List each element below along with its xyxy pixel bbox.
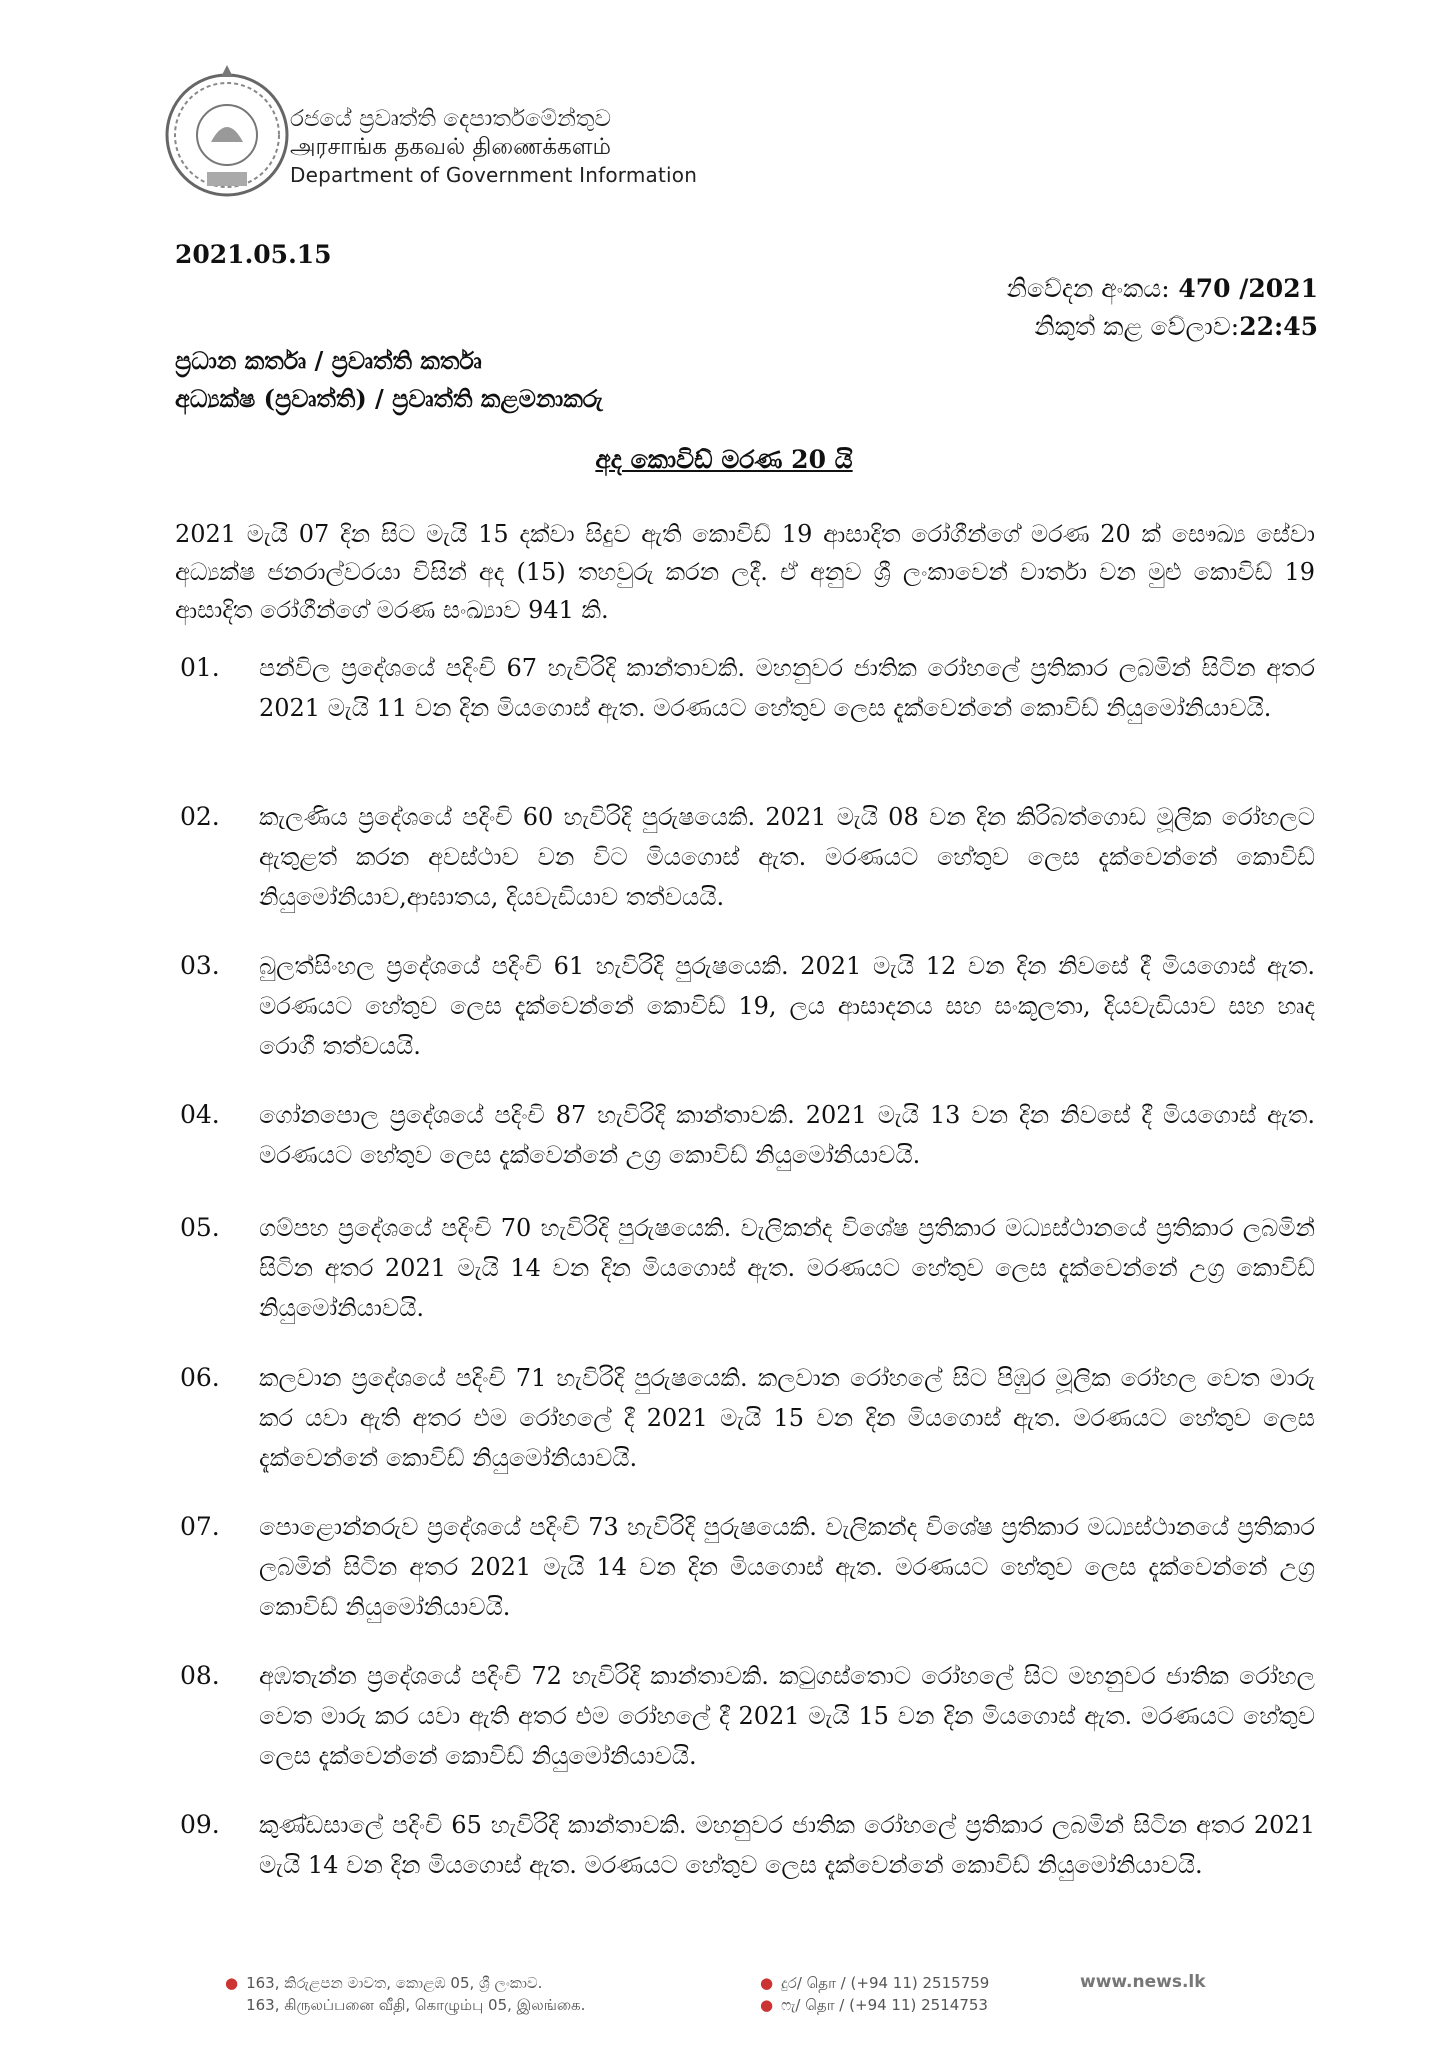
item-text: බුලත්සිංහල ප්‍රදේශයේ පදිංචි 61 හැවිරිදි පුරුෂයෙකි. 2021 මැයි 12 වන දින නිවසේ දී මියගොස් ඇත. මරණයට හේතුව ලෙස දැක්වෙන්නේ කොවිඩ් 19, ලය ආසාදනය සහ සංකූලතා, දියවැඩියාව සහ හෘද රොගී තත්වයයි. (259, 952, 1315, 1060)
item-number: 03. (180, 951, 220, 980)
item-number: 07. (180, 1512, 220, 1541)
item-number: 04. (180, 1100, 220, 1129)
footer-address (225, 1972, 585, 2016)
item-number: 01. (180, 653, 220, 682)
release-time-value: 22:45 (1239, 312, 1318, 341)
sri-lanka-emblem-icon (155, 60, 300, 205)
department-name-sinhala: රජයේ ප්‍රවෘත්ති දෙපාර්තමේන්තුව (290, 106, 611, 132)
footer-website-link[interactable]: www.news.lk (1080, 1972, 1206, 1992)
department-name-english: Department of Government Information (290, 163, 698, 187)
item-text: පන්විල ප්‍රදේශයේ පදිංචි 67 හැවිරිදි කාන්තාවකි. මහනුවර ජාතික රෝහලේ ප්‍රතිකාර ලබමින් සිටින අතර 2021 මැයි 11 වන දින මියගොස් ඇත. මරණයට හේතුව ලෙස දැක්වෙන්නේ කොවිඩ් නියුමෝනියාවයි. (259, 654, 1315, 722)
item-text: ගෝනපොල ප්‍රදේශයේ පදිංචි 87 හැවිරිදි කාන්තාවකි. 2021 මැයි 13 වන දින නිවසේ දී මියගොස් ඇත. මරණයට හේතුව ලෙස දැක්වෙන්නේ උග්‍ර කොවිඩ් නියුමෝනියාවයි. (259, 1101, 1315, 1169)
footer-address-line: 163, கிருலப்பனை வீதி, கொழும்பு 05, இலங்கை. (246, 1996, 586, 2014)
recipient-line: ප්‍රධාන කර්තෘ / ප්‍රවෘත්ති කර්තෘ (175, 346, 482, 375)
footer-contact (760, 1972, 989, 2016)
item-text: ගම්පහ ප්‍රදේශයේ පදිංචි 70 හැවිරිදි පුරුෂයෙකි. වැලිකන්ද විශේෂ ප්‍රතිකාර මධ්‍යස්ථානයේ ප්‍රතිකාර ලබමින් සිටින අතර 2021 මැයි 14 වන දින මියගොස් ඇත. මරණයට හේතුව ලෙස දැක්වෙන්නේ උග්‍ර කොවිඩ් නියුමෝනියාවයි. (259, 1214, 1315, 1322)
release-date: 2021.05.15 (175, 240, 332, 269)
item-number: 08. (180, 1661, 220, 1690)
item-text: අඹතැන්න ප්‍රදේශයේ පදිංචි 72 හැවිරිදි කාන්තාවකි. කටුගස්තොට රෝහලේ සිට මහනුවර ජාතික රෝහල වෙත මාරු කර යවා ඇති අතර එම රෝහලේ දී 2021 මැයි 15 වන දින මියගොස් ඇත. මරණයට හේතුව ලෙස දැක්වෙන්නේ කොවිඩ් නියුමෝනියාවයි. (259, 1662, 1315, 1770)
footer-telephone: ● දුර/ தொ / (+94 11) 2515759 (760, 1974, 990, 1992)
department-name-tamil: அரசாங்க தகவல் திணைக்களம் (290, 134, 612, 160)
footer (0, 1950, 1448, 2047)
release-reference (1007, 270, 1318, 346)
release-number-value: 470 /2021 (1169, 274, 1318, 303)
item-number: 09. (180, 1810, 220, 1839)
intro-paragraph: 2021 මැයි 07 දින සිට මැයි 15 දක්වා සිදුව ඇති කොවිඩ් 19 ආසාදිත රෝගීන්ගේ මරණ 20 ක් සෞඛ්‍ය සේවා අධ්‍යක්ෂ ජනරාල්වරයා විසින් අද (15) තහවුරු කරන ලදී. ඒ අනුව ශ්‍රී ලංකාවෙන් වාර්තා වන මුළු කොවිඩ් 19 ආසාදිත රෝගීන්ගේ මරණ සංඛ්‍යාව 941 කි. (175, 520, 1315, 624)
item-number: 02. (180, 802, 220, 831)
release-number-label: නිවේදන අංකය: (1006, 274, 1170, 303)
release-time-label: නිකුත් කළ වේලාව: (1034, 312, 1240, 341)
fax-icon: ෆැ/ தொ / (781, 1996, 845, 2014)
phone-icon: දුර/ தொ / (781, 1974, 846, 1992)
item-text: පොළොන්නරුව ප්‍රදේශයේ පදිංචි 73 හැවිරිදි පුරුෂයෙකි. වැලිකන්ද විශේෂ ප්‍රතිකාර මධ්‍යස්ථානයේ ප්‍රතිකාර ලබමින් සිටින අතර 2021 මැයි 14 වන දින මියගොස් ඇත. මරණයට හේතුව ලෙස දැක්වෙන්නේ උග්‍ර කොවිඩ් නියුමෝනියාවයි. (259, 1513, 1315, 1621)
release-title: අද කොවිඩ් මරණ 20 යි (595, 445, 853, 474)
recipients (175, 342, 603, 418)
item-number: 06. (180, 1363, 220, 1392)
footer-fax: ● ෆැ/ தொ / (+94 11) 2514753 (760, 1996, 988, 2014)
release-time (1007, 308, 1318, 346)
recipient-line: අධ්‍යක්ෂ (ප්‍රවෘත්ති) / ප්‍රවෘත්ති කළමනාකරු (175, 384, 603, 413)
release-number (1007, 270, 1318, 308)
item-text: කුණ්ඩසාලේ පදිංචි 65 හැවිරිදි කාන්තාවකි. මහනුවර ජාතික රෝහලේ ප්‍රතිකාර ලබමින් සිටින අතර 2021 මැයි 14 වන දින මියගොස් ඇත. මරණයට හේතුව ලෙස දැක්වෙන්නේ කොවිඩ් නියුමෝනියාවයි. (259, 1811, 1315, 1879)
item-text: කලවාන ප්‍රදේශයේ පදිංචි 71 හැවිරිදි පුරුෂයෙකි. කලවාන රෝහලේ සිට පිඹුර මූලික රෝහල වෙත මාරු කර යවා ඇති අතර එම රෝහලේ දී 2021 මැයි 15 වන දින මියගොස් ඇත. මරණයට හේතුව ලෙස දැක්වෙන්නේ කොවිඩ් නියුමෝනියාවයි. (259, 1364, 1315, 1472)
footer-address-line: ● 163, කිරුළපන මාවත, කොළඹ 05, ශ්‍රී ලංකාව. (225, 1974, 543, 1992)
item-number: 05. (180, 1213, 220, 1242)
item-text: කැලණිය ප්‍රදේශයේ පදිංචි 60 හැවිරිදි පුරුෂයෙකි. 2021 මැයි 08 වන දින කිරිබත්ගොඩ මූලික රෝහලට ඇතුළත් කරන අවස්ථාව වන විට මියගොස් ඇත. මරණයට හේතුව ලෙස දැක්වෙන්නේ කොවිඩ් නියුමෝනියාව,ආඝාතය, දියවැඩියාව තත්වයයි. (259, 803, 1315, 911)
